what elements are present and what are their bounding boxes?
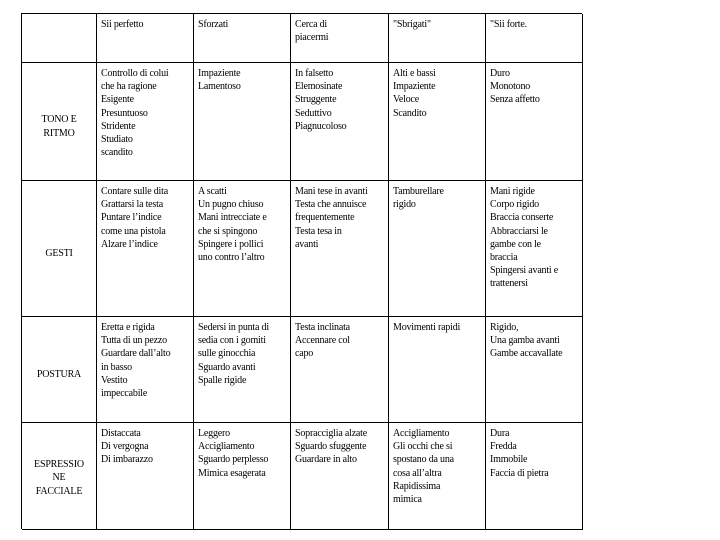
column-header-sforzati: Sforzati — [194, 14, 291, 63]
table-cell: Alti e bassi Impaziente Veloce Scandito — [389, 63, 486, 181]
table-cell: Sedersi in punta di sedia con i gomiti sulle ginocchia Sguardo avanti Spalle rigide — [194, 317, 291, 423]
table-cell: In falsetto Elemosinate Struggente Seduttivo Piagnucoloso — [291, 63, 389, 181]
table-cell: Mani tese in avanti Testa che annuisce frequentemente Testa tesa in avanti — [291, 181, 389, 317]
table-cell: A scatti Un pugno chiuso Mani intrecciate e che si spingono Spingere i pollici uno contro l’altro — [194, 181, 291, 317]
row-label-postura — [22, 317, 97, 423]
column-header-sbrigati: "Sbrigati" — [389, 14, 486, 63]
table-cell: Impaziente Lamentoso — [194, 63, 291, 181]
row-label-text: ESPRESSIO NE FACCIALE — [34, 459, 84, 497]
column-header-sii-forte: "Sii forte. — [486, 14, 583, 63]
table-cell: Controllo di colui che ha ragione Esigente Presuntuoso Stridente Studiato scandito — [97, 63, 194, 181]
row-label-text: TONO E RITMO — [41, 114, 77, 139]
table-cell: Testa inclinata Accennare col capo — [291, 317, 389, 423]
row-label-tono-e-ritmo — [22, 63, 97, 181]
row-label-text: POSTURA — [36, 368, 82, 380]
table-cell: Movimenti rapidi — [389, 317, 486, 423]
table-cell: Sopracciglia alzate Sguardo sfuggente Guardare in alto — [291, 423, 389, 530]
table-cell: Tamburellare rigido — [389, 181, 486, 317]
table-cell: Duro Monotono Senza affetto — [486, 63, 583, 181]
behavior-table — [21, 13, 582, 529]
row-label-gesti — [22, 181, 97, 317]
table-cell: Distaccata Di vergogna Di imbarazzo — [97, 423, 194, 530]
table-corner-cell — [22, 14, 97, 63]
table-cell: Rigido, Una gamba avanti Gambe accavallate — [486, 317, 583, 423]
table-cell: Contare sulle dita Grattarsi la testa Puntare l’indice come una pistola Alzare l’indice — [97, 181, 194, 317]
table-cell: Mani rigide Corpo rigido Braccia conserte Abbracciarsi le gambe con le braccia Spingersi avanti e trattenersi — [486, 181, 583, 317]
column-header-sii-perfetto: Sii perfetto — [97, 14, 194, 63]
column-header-cerca-di-piacermi: Cerca di piacermi — [291, 14, 389, 63]
table-cell: Leggero Accigliamento Sguardo perplesso Mimica esagerata — [194, 423, 291, 530]
table-cell: Dura Fredda Immobile Faccia di pietra — [486, 423, 583, 530]
table-cell: Accigliamento Gli occhi che si spostano da una cosa all’altra Rapidissima mimica — [389, 423, 486, 530]
table-cell: Eretta e rigida Tutta di un pezzo Guardare dall’alto in basso Vestito impeccabile — [97, 317, 194, 423]
row-label-text: GESTI — [45, 247, 73, 259]
row-label-espressione-facciale — [22, 423, 97, 530]
